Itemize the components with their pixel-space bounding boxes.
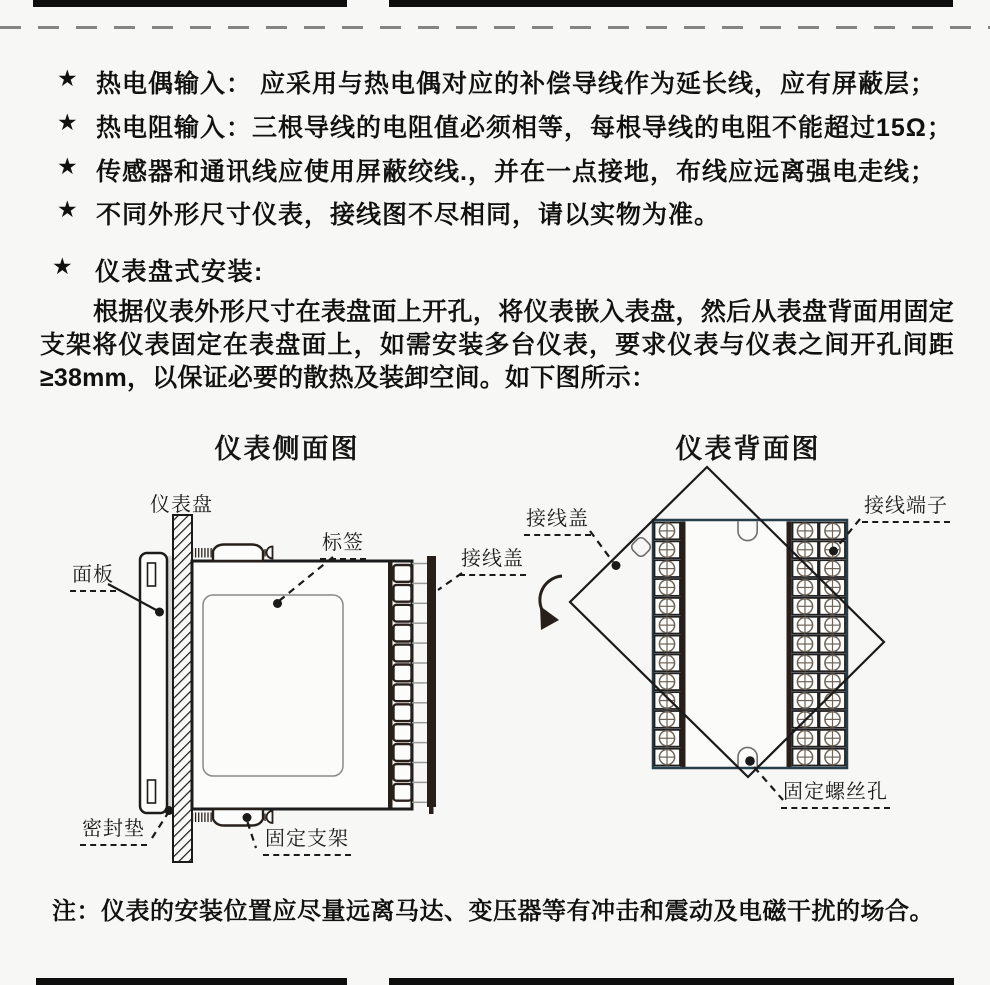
cover-dot-back [612,561,621,570]
right-block-edge [787,522,792,768]
label-bracket: 固定支架 [263,822,351,856]
top-bracket [213,545,263,562]
top-screw-head [267,547,273,559]
screw-hole-leader [754,767,783,800]
bezel-notch-bottom [148,780,156,803]
cover-leader-back [590,531,613,562]
installation-note: 注：仪表的安装位置应尽量远离马达、变压器等有冲击和震动及电磁干扰的场合。 [52,898,934,925]
label-terminals: 接线端子 [862,489,950,523]
label-screw-hole: 固定螺丝孔 [781,775,890,809]
back-view-diagram [540,467,884,800]
back-view-title: 仪表背面图 [675,434,821,464]
label-tag-dot [273,599,282,608]
label-label-tag: 标签 [320,526,366,560]
label-terminal-cover-back: 接线盖 [524,502,591,536]
panel-wall [173,515,192,862]
left-block-edge [681,522,686,768]
label-terminal-cover-side: 接线盖 [459,542,526,576]
bullet-text: 热电阻输入：三根导线的电阻值必须相等，每根导线的电阻不能超过15Ω； [96,114,953,142]
front-panel-dot [155,608,164,617]
star-icon: ★ [57,109,78,135]
bottom-bracket [213,809,263,826]
star-icon: ★ [57,153,78,179]
label-gasket: 密封垫 [80,812,147,846]
section-title: 仪表盘式安装: [95,258,264,286]
star-icon: ★ [57,65,78,91]
gasket-leader [152,813,168,838]
star-icon: ★ [57,196,78,222]
rotation-arrowhead [540,606,559,630]
side-view-diagram [108,515,462,862]
label-area [203,595,343,776]
label-front-panel: 面板 [70,558,116,592]
bullet-text: 不同外形尺寸仪表，接线图不尽相同，请以实物为准。 [96,201,721,229]
side-view-title: 仪表侧面图 [214,434,360,464]
label-panel-board: 仪表盘 [150,494,213,516]
terminal-cover-bar [427,556,436,807]
screw-hole-dot [745,756,755,766]
terminals-dot [829,547,838,556]
bullet-text: 热电偶输入： 应采用与热电偶对应的补偿导线作为延长线，应有屏蔽层； [96,70,936,98]
cover-foot [429,807,434,814]
terminal-ladder [388,561,427,808]
bezel-notch-top [148,563,156,586]
star-icon: ★ [52,253,73,279]
bullet-text: 传感器和通讯线应使用屏蔽绞线.，并在一点接地，布线应远离强电走线； [96,158,936,186]
gasket-dot [165,806,174,815]
section-paragraph: 根据仪表外形尺寸在表盘面上开孔，将仪表嵌入表盘，然后从表盘背面用固定支架将仪表固定在表盘面上，如需安装多台仪表，要求仪表与仪表之间开孔间距≥38mm，以保证必要的散热及装卸空间。如下图所示： [40,298,954,392]
front-bezel [140,553,167,813]
bracket-anchor-dot [243,813,252,822]
